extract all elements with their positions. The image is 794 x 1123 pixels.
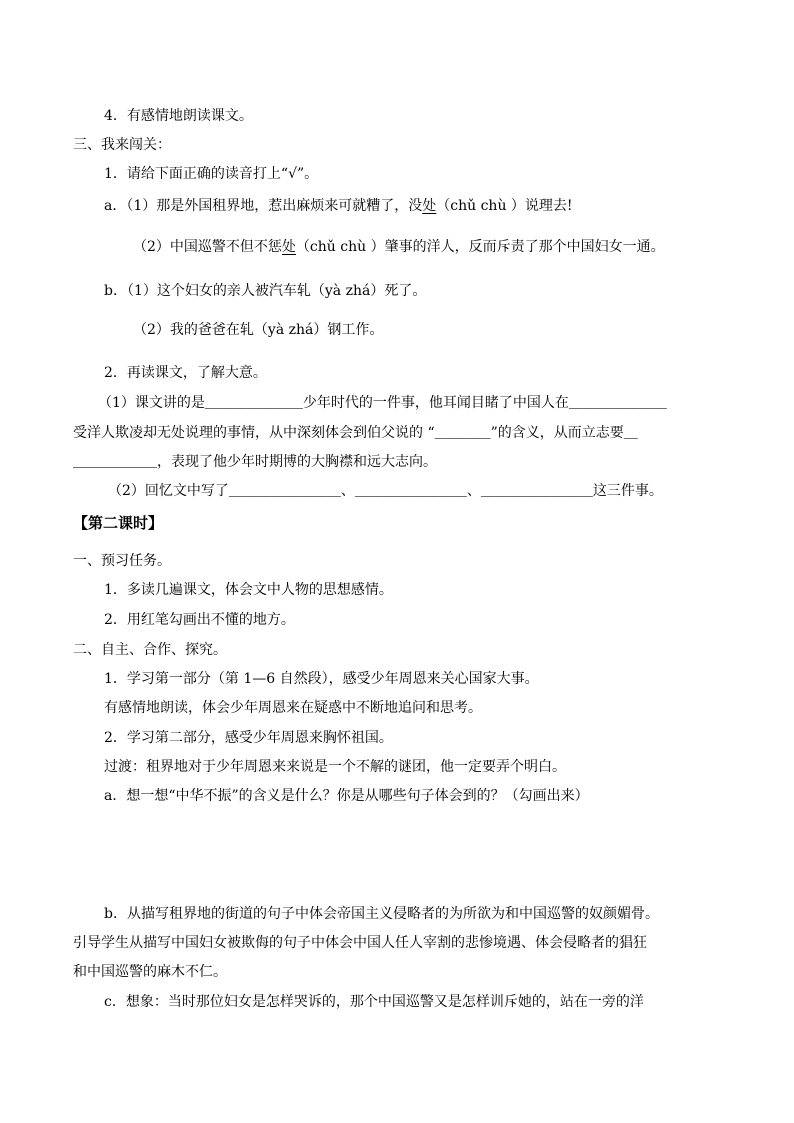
text-line: b．从描写租界地的街道的句子中体会帝国主义侵略者的为所欲为和中国巡警的奴颜媚骨。 bbox=[104, 906, 659, 922]
text-line bbox=[133, 237, 665, 257]
lesson-heading: 【第二课时】 bbox=[73, 514, 164, 532]
text-line: 2．用红笔勾画出不懂的地方。 bbox=[104, 612, 295, 628]
text-line: a．想一想“中华不振”的含义是什么？你是从哪些句子体会到的？（勾画出来） bbox=[104, 788, 589, 804]
text-segment: a．（1）那是外国租界地，惹出麻烦来可就糟了，没 bbox=[104, 198, 423, 214]
text-line: 有感情地朗读，体会少年周恩来在疑惑中不断地追问和思考。 bbox=[104, 700, 482, 716]
text-line: （2）回忆文中写了＿＿＿＿＿＿＿＿、＿＿＿＿＿＿＿＿、＿＿＿＿＿＿＿＿这三件事。 bbox=[108, 483, 663, 499]
text-line: 4．有感情地朗读课文。 bbox=[104, 108, 253, 124]
text-line bbox=[104, 196, 573, 216]
section-heading: 三、我来闯关： bbox=[73, 137, 171, 153]
text-segment: （chǔ chù ）肇事的洋人，反而斥责了那个中国妇女一通。 bbox=[295, 239, 665, 255]
text-line: b．（1）这个妇女的亲人被汽车轧（yà zhá）死了。 bbox=[104, 283, 427, 299]
text-segment: （2）中国巡警不但不惩 bbox=[133, 239, 282, 255]
text-line: c．想象：当时那位妇女是怎样哭诉的，那个中国巡警又是怎样训斥她的，站在一旁的洋 bbox=[104, 994, 644, 1010]
text-line: （2）我的爸爸在轧（yà zhá）钢工作。 bbox=[133, 322, 384, 338]
text-line: 1．请给下面正确的读音打上“√”。 bbox=[104, 166, 319, 182]
underlined-character: 处 bbox=[422, 198, 437, 214]
text-line: ＿＿＿＿＿＿，表现了他少年时期博的大胸襟和远大志向。 bbox=[73, 454, 437, 470]
underlined-character: 处 bbox=[281, 239, 296, 255]
text-line: 过渡：租界地对于少年周恩来来说是一个不解的谜团，他一定要弄个明白。 bbox=[104, 759, 566, 775]
text-line: 1．学习第一部分（第 1—6 自然段），感受少年周恩来关心国家大事。 bbox=[104, 671, 539, 687]
text-line: 和中国巡警的麻木不仁。 bbox=[73, 964, 227, 980]
text-segment: （chǔ chù ）说理去! bbox=[436, 198, 573, 214]
text-line: （1）课文讲的是＿＿＿＿＿＿＿少年时代的一件事，他耳闻目睹了中国人在＿＿＿＿＿＿＿ bbox=[98, 395, 667, 411]
section-heading: 一、预习任务。 bbox=[73, 553, 171, 569]
text-line: 2．再读课文，了解大意。 bbox=[104, 365, 267, 381]
text-line: 受洋人欺凌却无处说理的事情，从中深刻体会到伯父说的 “＿＿＿＿”的含义，从而立志要＿ bbox=[73, 425, 638, 441]
text-line: 1．多读几遍课文，体会文中人物的思想感情。 bbox=[104, 582, 393, 598]
text-line: 2．学习第二部分，感受少年周恩来胸怀祖国。 bbox=[104, 730, 393, 746]
text-line: 引导学生从描写中国妇女被欺侮的句子中体会中国人任人宰割的悲惨境遇、体会侵略者的猖狂 bbox=[73, 935, 647, 951]
section-heading: 二、自主、合作、探究。 bbox=[73, 642, 227, 658]
